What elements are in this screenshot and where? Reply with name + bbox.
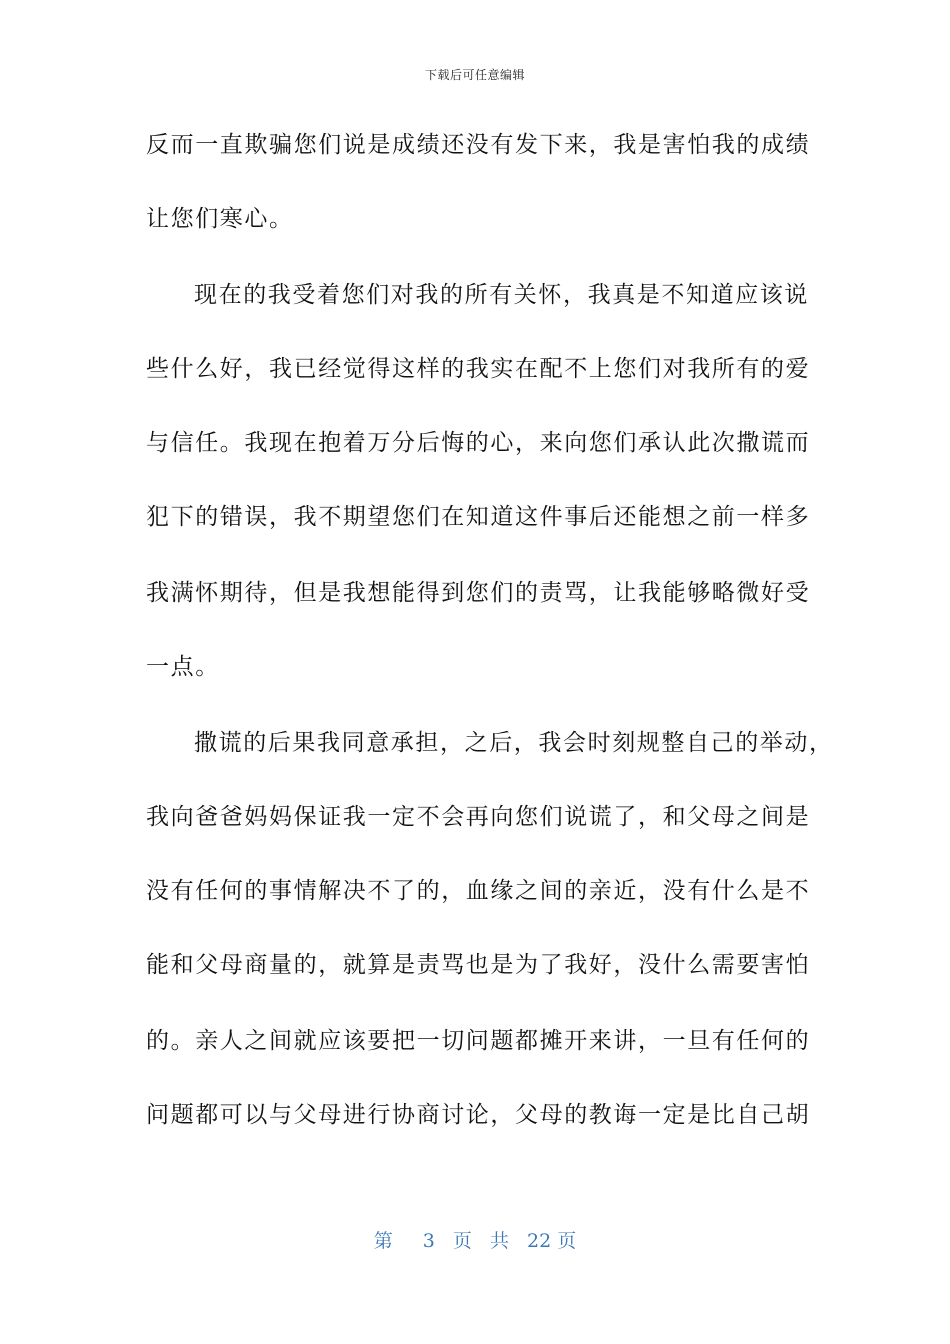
body-line: 问题都可以与父母进行协商讨论，父母的教诲一定是比自己胡 bbox=[146, 1102, 811, 1128]
body-line: 一点。 bbox=[146, 654, 220, 680]
footer-total-pages: 22 bbox=[527, 1230, 552, 1252]
page-footer bbox=[0, 1226, 950, 1253]
body-line: 的。亲人之间就应该要把一切问题都摊开来讲，一旦有任何的 bbox=[146, 1028, 811, 1054]
body-line: 些什么好，我已经觉得这样的我实在配不上您们对我所有的爱 bbox=[146, 356, 811, 382]
page-header: 下载后可任意编辑 bbox=[424, 68, 525, 82]
footer-page-number: 3 bbox=[422, 1230, 435, 1252]
body-line: 反而一直欺骗您们说是成绩还没有发下来，我是害怕我的成绩 bbox=[146, 132, 811, 158]
footer-ye: 页 bbox=[557, 1230, 577, 1252]
footer-ye: 页 bbox=[452, 1230, 472, 1252]
body-line: 我满怀期待，但是我想能得到您们的责骂，让我能够略微好受 bbox=[146, 580, 811, 606]
body-line: 让您们寒心。 bbox=[146, 206, 294, 232]
body-line: 犯下的错误，我不期望您们在知道这件事后还能想之前一样多 bbox=[146, 504, 811, 530]
body-line: 现在的我受着您们对我的所有关怀，我真是不知道应该说 bbox=[194, 282, 809, 308]
body-line: 能和父母商量的，就算是责骂也是为了我好，没什么需要害怕 bbox=[146, 952, 811, 978]
body-line: 与信任。我现在抱着万分后悔的心，来向您们承认此次撒谎而 bbox=[146, 430, 811, 456]
footer-gong: 共 bbox=[489, 1230, 509, 1252]
body-line: 我向爸爸妈妈保证我一定不会再向您们说谎了，和父母之间是 bbox=[146, 804, 811, 830]
body-line: 撒谎的后果我同意承担，之后，我会时刻规整自己的举动， bbox=[194, 730, 834, 756]
body-line: 没有任何的事情解决不了的，血缘之间的亲近，没有什么是不 bbox=[146, 878, 811, 904]
footer-di: 第 bbox=[373, 1230, 393, 1252]
